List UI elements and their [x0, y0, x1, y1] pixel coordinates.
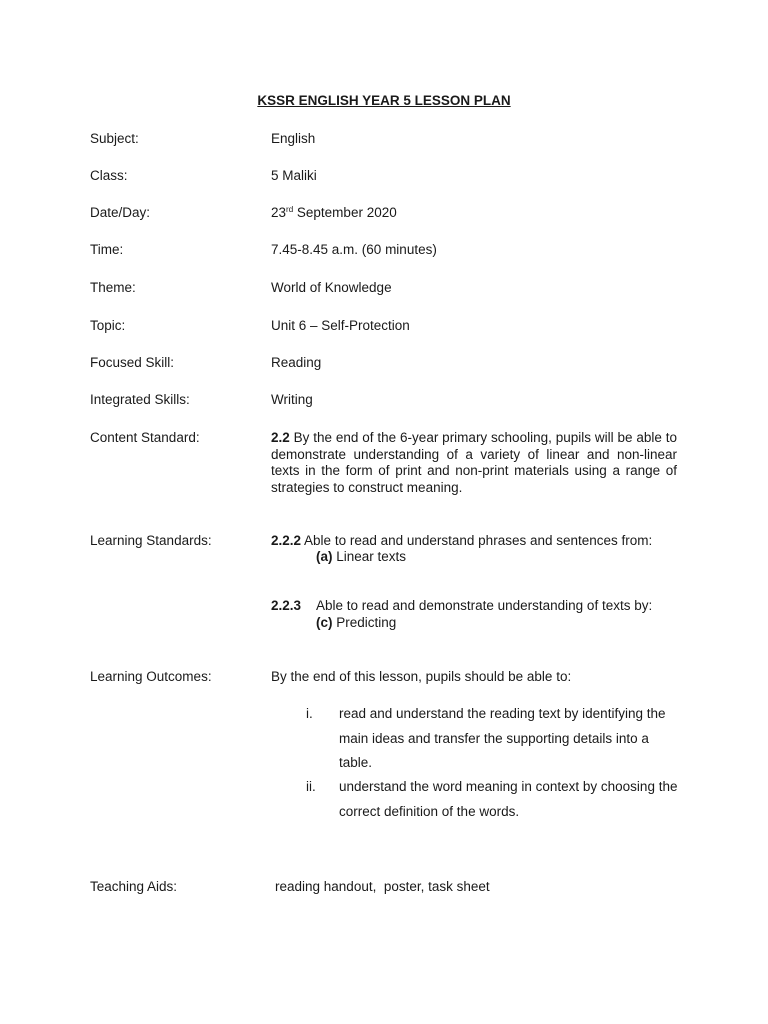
theme-label: Theme:: [90, 280, 136, 295]
date-suffix: rd: [286, 205, 294, 214]
page-title: KSSR ENGLISH YEAR 5 LESSON PLAN: [257, 93, 511, 108]
learning-standard-1-text: Able to read and understand phrases and sentences from:: [304, 533, 653, 548]
date-value: [271, 205, 397, 221]
date-rest: September 2020: [293, 205, 397, 220]
integrated-skills-value: Writing: [271, 392, 313, 407]
learning-standard-1-subtext: Linear texts: [336, 549, 407, 564]
topic-label: Topic:: [90, 318, 126, 333]
teaching-aids-value: reading handout, poster, task sheet: [275, 879, 490, 894]
outcome-2-number: ii.: [306, 779, 316, 794]
teaching-aids-label: Teaching Aids:: [90, 879, 178, 894]
class-value: 5 Maliki: [271, 168, 317, 183]
content-standard-body: By the end of the 6-year primary schooling, pupils will be able to demonstrate understanding of a variety of linear and non-linear texts in the form of print and non-print materials using a range of strategies to construct meaning.: [271, 430, 677, 495]
learning-standards-label: Learning Standards:: [90, 533, 212, 548]
learning-standard-1: [271, 533, 652, 549]
content-standard-code: 2.2: [271, 430, 290, 445]
class-label: Class:: [90, 168, 128, 183]
learning-outcomes-intro: By the end of this lesson, pupils should be able to:: [271, 669, 572, 684]
focused-skill-label: Focused Skill:: [90, 355, 175, 370]
content-standard-text: [271, 430, 677, 496]
learning-standard-2: [271, 598, 652, 614]
outcome-2-text: understand the word meaning in context by choosing the correct definition of the words.: [339, 779, 678, 819]
theme-value: World of Knowledge: [271, 280, 392, 295]
subject-label: Subject:: [90, 131, 139, 146]
date-day: 23: [271, 205, 287, 220]
date-label: Date/Day:: [90, 205, 151, 220]
learning-standard-1-sub: [316, 549, 406, 565]
focused-skill-value: Reading: [271, 355, 322, 370]
learning-outcomes-label: Learning Outcomes:: [90, 669, 212, 684]
learning-standard-1-marker: (a): [316, 549, 333, 564]
topic-value: Unit 6 – Self-Protection: [271, 318, 410, 333]
learning-standard-2-code: 2.2.3: [271, 598, 302, 613]
learning-standard-2-text: Able to read and demonstrate understanding of texts by:: [316, 598, 653, 613]
learning-standard-2-sub: [316, 615, 396, 631]
learning-standard-2-marker: (c): [316, 615, 333, 630]
outcome-1-text: read and understand the reading text by identifying the main ideas and transfer the supporting details into a table.: [339, 706, 666, 770]
outcome-1-number: i.: [306, 706, 313, 721]
learning-standard-1-code: 2.2.2: [271, 533, 302, 548]
time-value: 7.45-8.45 a.m. (60 minutes): [271, 242, 437, 257]
learning-standard-2-subtext: Predicting: [336, 615, 397, 630]
subject-value: English: [271, 131, 316, 146]
content-standard-label: Content Standard:: [90, 430, 200, 445]
time-label: Time:: [90, 242, 124, 257]
integrated-skills-label: Integrated Skills:: [90, 392, 190, 407]
